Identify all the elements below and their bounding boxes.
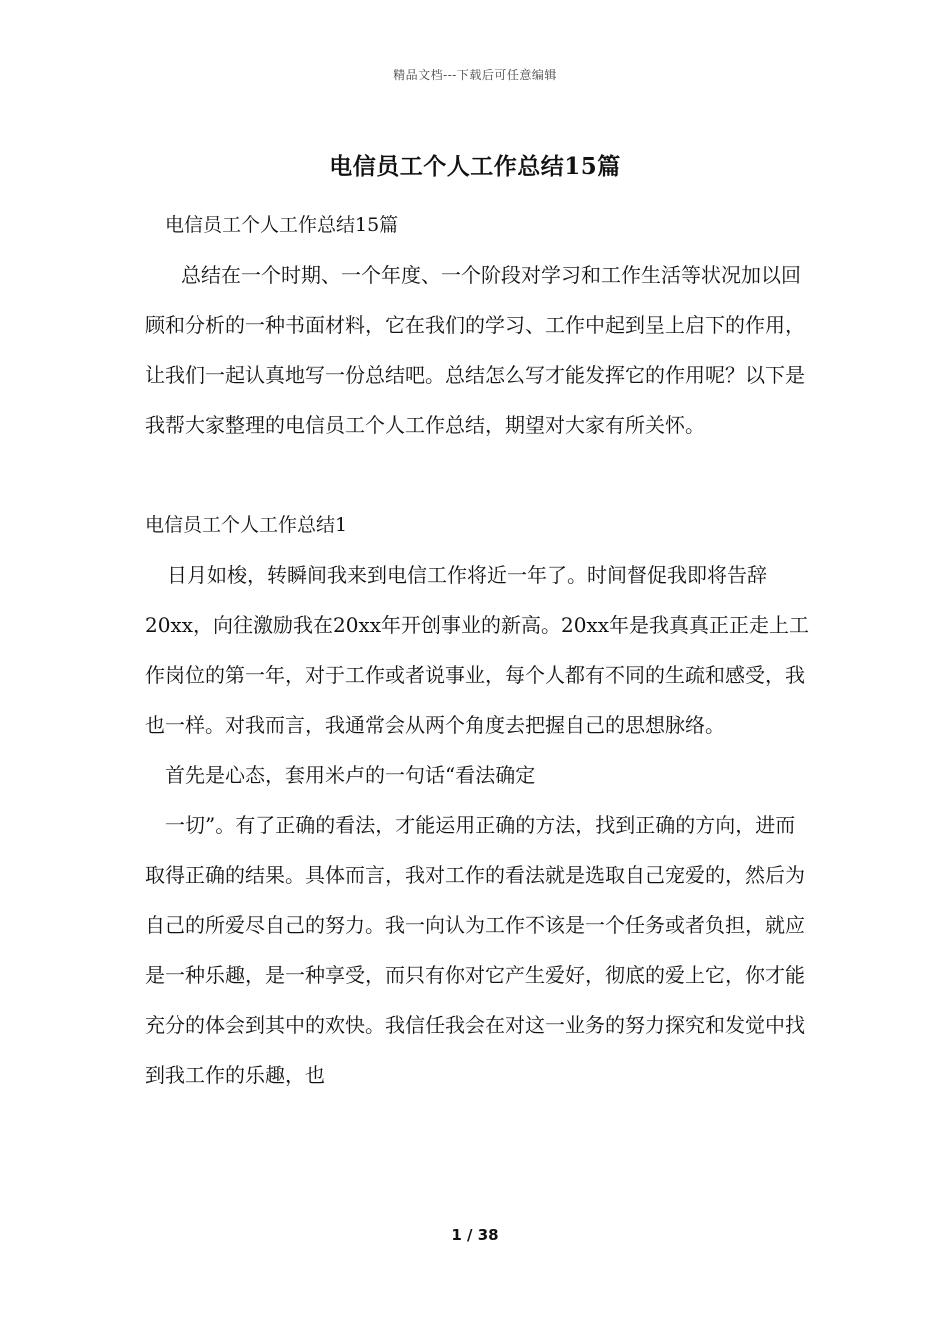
document-subtitle: 电信员工个人工作总结15篇 xyxy=(165,214,399,236)
document-body xyxy=(145,200,810,1100)
header-note: 精品文档---下载后可任意编辑 xyxy=(393,68,557,82)
body-paragraph-3: 一切”。有了正确的看法，才能运用正确的方法，找到正确的方向，进而取得正确的结果。具体而言，我对工作的看法就是选取自己宠爱的，然后为自己的所爱尽自己的努力。我一向认为工作不该是一个任务或者负担，就应是一种乐趣，是一种享受，而只有你对它产生爱好，彻底的爱上它，你才能充分的体会到其中的欢快。我信任我会在对这一业务的努力探究和发觉中找到我工作的乐趣，也 xyxy=(145,813,805,1087)
body-paragraph-1: 日月如梭，转瞬间我来到电信工作将近一年了。时间督促我即将告辞20xx，向往激励我在20xx年开创事业的新高。20xx年是我真真正正走上工作岗位的第一年，对于工作或者说事业，每个人都有不同的生疏和感受，我也一样。对我而言，我通常会从两个角度去把握自己的思想脉络。 xyxy=(145,563,810,737)
document-title: 电信员工个人工作总结15篇 xyxy=(329,153,621,180)
section-heading: 电信员工个人工作总结1 xyxy=(145,514,348,536)
intro-paragraph: 总结在一个时期、一个年度、一个阶段对学习和工作生活等状况加以回顾和分析的一种书面材料，它在我们的学习、工作中起到呈上启下的作用，让我们一起认真地写一份总结吧。总结怎么写才能发挥它的作用呢？以下是我帮大家整理的电信员工个人工作总结，期望对大家有所关怀。 xyxy=(145,263,805,437)
page-number: 1 / 38 xyxy=(451,1226,499,1244)
body-paragraph-2: 首先是心态，套用米卢的一句话“看法确定 xyxy=(165,763,536,787)
